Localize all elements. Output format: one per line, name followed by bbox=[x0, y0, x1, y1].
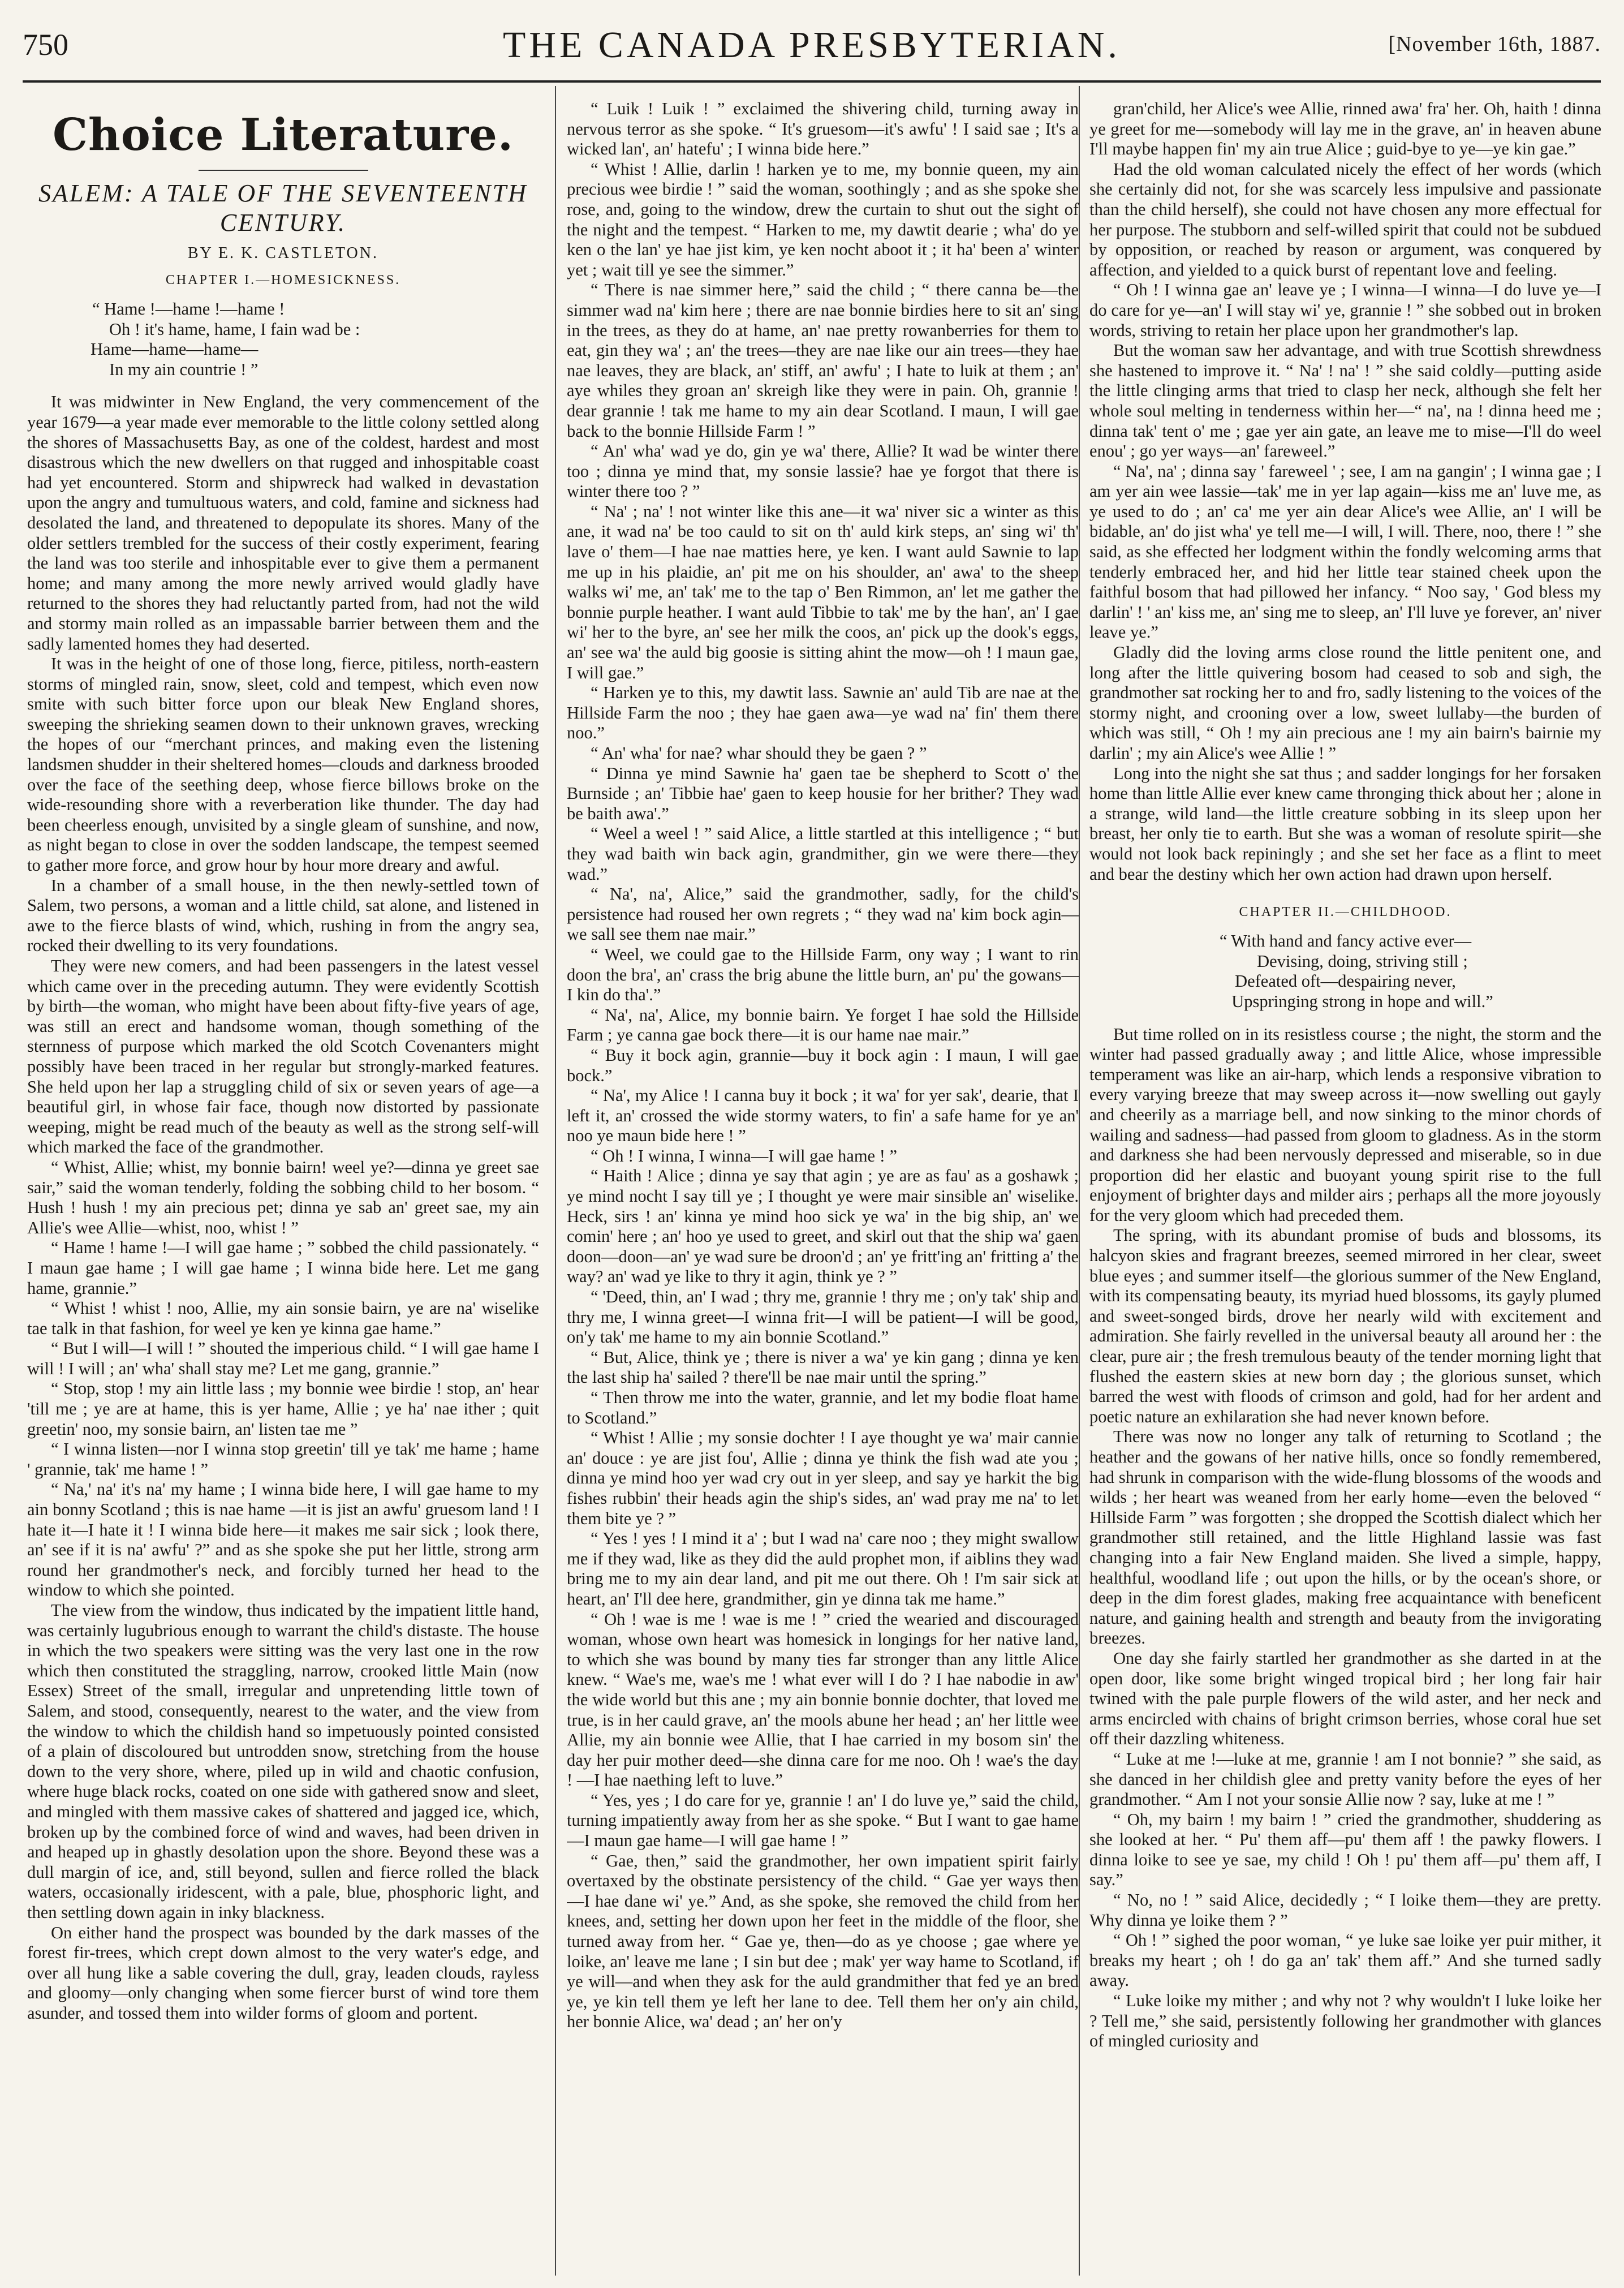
body-paragraph: There was now no longer any talk of returning to Scotland ; the heather and the gowans of her native hills, once so fondly remembered, had shrunk in comparison with the wide-flung blossoms of the woods and wilds ; her heart was weaned from her early home—even the beloved “ Hillside Farm ” was forgotten ; she dropped the Scottish dialect which her grandmother still retained, and the little Highland lassie was fast changing into a fair New England maiden. She lived a simple, happy, healthful, woodland life ; out upon the hills, or by the ocean's shore, or deep in the dim forest glades, making free acquaintance with beneficent nature, and gaining health and strength and beauty from the invigorating breezes. bbox=[1089, 1427, 1601, 1648]
body-paragraph: gran'child, her Alice's wee Allie, rinned awa' fra' her. Oh, haith ! dinna ye greet for me—somebody will lay me in the grave, an' in heaven abune I'll maybe happen fin' my ain true Alice ; guid-bye to ye—ye kin gae.” bbox=[1089, 99, 1601, 159]
body-paragraph: “ Luik ! Luik ! ” exclaimed the shivering child, turning away in nervous terror as she spoke. “ It's gruesom—it's awfu' ! I said sae ; It's a wicked lan', an' hatefu' ; I winna bide here.” bbox=[567, 99, 1079, 159]
body-paragraph: “ An' wha' for nae? whar should they be gaen ? ” bbox=[591, 743, 927, 763]
body-paragraph: “ Stop, stop ! my ain little lass ; my bonnie wee birdie ! stop, an' hear 'till me ; ye are at hame, this is yer hame, Allie ; ye ha' nae ither ; quit greetin' noo, my sonsie bairn, an' listen tae me ” bbox=[27, 1379, 539, 1439]
epigraph-verse bbox=[1089, 931, 1601, 1012]
body-paragraph: “ Yes ! yes ! I mind it a' ; but I wad na' care noo ; they might swallow me if they wad, like as they did the auld prophet mon, if aiblins they wad bring me to my ain dear land, and pit me out there. Oh ! I'm sair sick at heart, an' I'll dee here, grandmither, gin ye dinna tak me hame.” bbox=[567, 1529, 1079, 1609]
body-paragraph: “ Na', my Alice ! I canna buy it bock ; it wa' for yer sak', dearie, that I left it, an' crossed the wide stormy waters, to fin' a safe hame for ye an' noo ye maun bide here ! ” bbox=[567, 1086, 1079, 1146]
body-paragraph: “ Whist ! Allie ; my sonsie dochter ! I aye thought ye wa' mair cannie an' douce : ye are jist fou', Allie ; dinna ye think the fish wad ate you ; dinna ye mind hoo yer wad cry out in yer sleep, and say ye harkit the big fishes rubbin' their heads agin the ship's sides, an' wad pray me na' to let them bite ye ? ” bbox=[567, 1428, 1079, 1528]
body-paragraph: “ Oh ! I winna, I winna—I will gae hame ! ” bbox=[591, 1146, 898, 1165]
header-rule bbox=[23, 80, 1601, 83]
body-paragraph: It was midwinter in New England, the very commencement of the year 1679—a year made ever memorable to the little colony settled along the shores of Massachusetts Bay, as one of the coldest, hardest and most disastrous which the new dwellers on that rugged and inhospitable coast had yet encountered. Storm and shipwreck had walked in devastation upon the angry and tumultuous waters, and cold, famine and sickness had desolated the land, and threatened to depopulate its shores. Many of the older settlers trembled for the success of their costly experiment, fearing the land was too sterile and inhospitable ever to give them a permanent home; and many among the more newly arrived would gladly have returned to the shores they had reluctantly parted from, had not the wild and stormy main rolled as an impassable barrier between them and the sadly lamented homes they had deserted. bbox=[27, 392, 539, 653]
body-paragraph: “ Oh ! I winna gae an' leave ye ; I winna—I winna—I do luve ye—I do care for ye—an' I will stay wi' ye, grannie ! ” she sobbed out in broken words, striving to retain her place upon her grandmother's lap. bbox=[1089, 280, 1601, 340]
body-paragraph: But the woman saw her advantage, and with true Scottish shrewdness she hastened to improve it. “ Na' ! na' ! ” she said coldly—putting aside the little clinging arms that tried to clasp her neck, although she felt her whole soul melting in tenderness within her—“ na', na ! dinna heed me ; dinna tak' tent o' me ; gae yer ain gate, an leave me to mise—I'll do weel enou' ; go yer ways—an' fareweel.” bbox=[1089, 341, 1601, 461]
body-paragraph: “ Na', na' ; dinna say ' fareweel ' ; see, I am na gangin' ; I winna gae ; I am yer ain wee lassie—tak' me in yer lap again—kiss me an' luve me, as ye used to do ; an' ca' me yer ain dear Alice's wee Allie, an' I will be bidable, an' do jist wha' ye tell me—I will, I will. There, noo, there ! ” she said, as she effected her lodgment within the fondly welcoming arms that tenderly embraced her, and hid her little tear stained cheek upon the faithful bosom that had pillowed her infancy. “ Noo say, ' God bless my darlin' ! ' an' kiss me, an' sing me to sleep, an' I'll luve ye forever, an' niver leave ye.” bbox=[1089, 461, 1601, 642]
body-paragraph: “ Harken ye to this, my dawtit lass. Sawnie an' auld Tib are nae at the Hillside Farm the noo ; they hae gaen awa—ye wad na' fin' them there noo.” bbox=[567, 683, 1079, 743]
body-paragraph: Had the old woman calculated nicely the effect of her words (which she certainly did not, for she was scarcely less impulsive and passionate than the child herself), she could not have chosen any more effectual for her purpose. The stubborn and self-willed spirit that could not be subdued by opposition, or reached by reason or argument, was conquered by affection, and yielded to a quick burst of repentant love and feeling. bbox=[1089, 159, 1601, 279]
body-paragraph: Long into the night she sat thus ; and sadder longings for her forsaken home than little Allie ever knew came thronging thick about her ; alone in a strange, wild land—the little creature sobbing in its sleep upon her breast, her only tie to earth. But she was a woman of resolute spirit—she would not look back repiningly ; and she set her face as a flint to meet and bear the destiny which her own action had drawn upon herself. bbox=[1089, 763, 1601, 884]
newspaper-title: THE CANADA PRESBYTERIAN. bbox=[503, 24, 1121, 66]
body-paragraph: “ Yes, yes ; I do care for ye, grannie ! an' I do luve ye,” said the child, turning impatiently away from her as she spoke. “ But I want to gae hame—I maun gae hame—I will gae hame ! ” bbox=[567, 1790, 1079, 1851]
verse-line: In my ain countrie ! ” bbox=[109, 359, 259, 379]
body-paragraph: “ Oh ! wae is me ! wae is me ! ” cried the wearied and discouraged woman, whose own heart was homesick in longings for her native land, to which she was bound by many ties far stronger than any little Alice knew. “ Wae's me, wae's me ! what ever will I do ? I hae nabodie in aw' the wide world but this ane ; my ain bonnie bonnie dochter, that loved me true, is in her cauld grave, an' the mools abune her head ; an' her little wee Allie, my ain bonnie wee Allie, that I hae carried in my bosom sin' the day her puir mother deed—she dinna care for me noo. Oh ! wae's the day ! —I hae naething left to luve.” bbox=[567, 1609, 1079, 1790]
verse-line: Hame—hame—hame— bbox=[91, 339, 259, 359]
body-paragraph: One day she fairly startled her grandmother as she darted in at the open door, like some bright winged tropical bird ; her long fair hair twined with the pale purple flowers of the wild aster, and her neck and arms encircled with chains of bright crimson berries, whose coral hue set off their dazzling whiteness. bbox=[1089, 1648, 1601, 1749]
body-paragraph: “ Dinna ye mind Sawnie ha' gaen tae be shepherd to Scott o' the Burnside ; an' Tibbie hae' gaen to keep housie for her brither? They wad be baith awa'.” bbox=[567, 763, 1079, 823]
byline: BY E. K. CASTLETON. bbox=[188, 244, 378, 262]
body-paragraph: But time rolled on in its resistless course ; the night, the storm and the winter had passed gradually away ; and little Alice, whose impressible temperament was like an air-harp, which lends a responsive vibration to every varying breeze that may sweep across it—now swelling out gayly and cheerily as a marriage bell, and now sinking to the minor chords of wailing and sadness—had passed from gloom to gladness. As in the storm and darkness she had been nervously depressed and miserable, so in due proportion did her elastic and buoyant young spirit rise to the full enjoyment of brighter days and milder airs ; perhaps all the more joyously for the very gloom which had preceded them. bbox=[1089, 1024, 1601, 1225]
verse-line: Oh ! it's hame, hame, I fain wad be : bbox=[109, 319, 360, 339]
body-paragraph: On either hand the prospect was bounded by the dark masses of the forest fir-trees, which crept down almost to the very water's edge, and over all hung like a sable covering the dull, gray, leaden clouds, rayless and gloomy—only changing when some fiercer burst of wind tore them asunder, and tossed them into wilder forms of gloom and portent. bbox=[27, 1923, 539, 2023]
verse-line: “ With hand and fancy active ever— bbox=[1219, 931, 1472, 951]
column-2 bbox=[567, 99, 1079, 2274]
verse-line: Upspringing strong in hope and will.” bbox=[1231, 991, 1493, 1011]
body-paragraph: “ I winna listen—nor I winna stop greetin' till ye tak' me hame ; hame ' grannie, tak' me hame ! ” bbox=[27, 1439, 539, 1479]
body-paragraph: “ Weel, we could gae to the Hillside Farm, ony way ; I want to rin doon the bra', an' crass the brig abune the little burn, an' pu' the gowans—I kin do tha'.” bbox=[567, 944, 1079, 1005]
body-paragraph: “ Weel a weel ! ” said Alice, a little startled at this intelligence ; “ but they wad baith win back agin, grandmither, gin we were there—they wad.” bbox=[567, 824, 1079, 884]
body-paragraph: “ Gae, then,” said the grandmother, her own impatient spirit fairly overtaxed by the obstinate persistency of the child. “ Gae yer ways then—I hae dane wi' ye.” And, as she spoke, she removed the child from her knees, and, setting her down upon her feet in the middle of the floor, she turned away from her. “ Gae ye, then—do as ye choose ; gae where ye loike, an' leave me lane ; I sin but dee ; mak' yer way hame to Scotland, if ye will—and when they ask for the auld grandmither that fed ye an bred ye, ye kin tell them ye left her lane to dee. Tell them her on'y ain child, her bonnie Alice, wa' dead ; an' her on'y bbox=[567, 1851, 1079, 2032]
body-paragraph: “ Na', na', Alice, my bonnie bairn. Ye forget I hae sold the Hillside Farm ; ye canna gae bock there—it is our hame nae mair.” bbox=[567, 1005, 1079, 1045]
body-paragraph: “ No, no ! ” said Alice, decidedly ; “ I loike them—they are pretty. Why dinna ye loike them ? ” bbox=[1089, 1890, 1601, 1930]
body-paragraph: “ Oh ! ” sighed the poor woman, “ ye luke sae loike yer puir mither, it breaks my heart ; oh ! do ga an' tak' them aff.” And she turned sadly away. bbox=[1089, 1930, 1601, 1990]
title-rule bbox=[199, 170, 368, 171]
body-paragraph: “ Whist, Allie; whist, my bonnie bairn! weel ye?—dinna ye greet sae sair,” said the woman tenderly, folding the sobbing child to her bosom. “ Hush ! hush ! my ain precious pet; dinna ye sab an' greet sae, my ain Allie's wee Allie—whist, noo, whist ! ” bbox=[27, 1157, 539, 1237]
issue-date: [November 16th, 1887. bbox=[1388, 32, 1601, 56]
body-paragraph: “ Haith ! Alice ; dinna ye say that agin ; ye are as fau' as a goshawk ; ye mind nocht I say till ye ; I thought ye were mair sinsible an' wiselike. Heck, sirs ! an' kinna ye mind hoo sick ye wa' in the big ship, an' we comin' here ; an' hoo ye used to greet, and skirl out that the ship wa' gaen doon—doon—an' ye wad sure be droon'd ; an' ye fritt'ing an' fritting a' the way? an' wad ye like to thry it agin, think ye ? ” bbox=[567, 1166, 1079, 1287]
section-title: Choice Literature. bbox=[52, 109, 514, 161]
body-paragraph: “ Oh, my bairn ! my bairn ! ” cried the grandmother, shuddering as she looked at her. “ Pu' them aff—pu' them aff ! the pawky flowers. I dinna loike to see ye sae, my child ! Oh ! pu' them aff—pu' them aff, I say.” bbox=[1089, 1809, 1601, 1890]
body-paragraph: “ Hame ! hame !—I will gae hame ; ” sobbed the child passionately. “ I maun gae hame ; I will gae hame ; I winna bide here. Let me gang hame, grannie.” bbox=[27, 1238, 539, 1298]
body-paragraph: “ There is nae simmer here,” said the child ; “ there canna be—the simmer wad na' kim here ; there are nae bonnie birdies here to sit an' sing in the trees, as they do at hame, an' nae pretty rowanberries for them to eat, gin they wa' ; an' the trees—they are nae like our ain trees—they hae nae leaves, they are black, an' stiff, an' awfu' ; I hate to luik at them ; an' aye whiles they groan an' skreigh like they were in pain. Oh, grannie ! dear grannie ! tak me hame to my ain dear Scotland. I maun, I will gae back to the bonnie Hillside Farm ! ” bbox=[567, 280, 1079, 441]
epigraph-verse bbox=[27, 299, 539, 380]
body-paragraph: “ But I will—I will ! ” shouted the imperious child. “ I will gae hame I will ! I will ; an' wha' shall stay me? Let me gang, grannie.” bbox=[27, 1339, 539, 1378]
verse-line: Devising, doing, striving still ; bbox=[1257, 951, 1468, 971]
body-paragraph: “ Na,' na' it's na' my hame ; I winna bide here, I will gae hame to my ain bonny Scotland ; this is nae hame —it is jist an awfu' gruesom land ! I hate it—I hate it ! I winna bide here—it makes me sair sick ; look there, an' see if it is na' awfu' ?” and as she spoke she put her little, strong arm round her grandmother's neck, and forcibly turned her head to the window to which she pointed. bbox=[27, 1480, 539, 1600]
column-divider bbox=[1079, 86, 1080, 2276]
body-paragraph: “ Na' ; na' ! not winter like this ane—it wa' niver sic a winter as this ane, it wad na' be too cauld to sit on th' auld kirk steps, an' sing wi' th' lave o' them—I hae nae matties here, ye ken. I want auld Sawnie to lap me up in his plaidie, an' pit me on his shoulder, an' awa' to the sheep walks wi' me, an' tak' me to the tap o' Ben Rimmon, an' let me gather the bonnie purple heather. I want auld Tibbie to tak' me by the han', an' I gae wi' her to the byre, an' see her milk the coos, an' pick up the dook's eggs, an' see wa' the auld big goosie is sitting ahint the mow—oh ! I maun gae, I will gae.” bbox=[567, 501, 1079, 682]
story-title: SALEM: A TALE OF THE SEVENTEENTH CENTURY. bbox=[38, 179, 528, 236]
body-paragraph: “ Then throw me into the water, grannie, and let my bodie float hame to Scotland.” bbox=[567, 1388, 1079, 1427]
column-1 bbox=[27, 99, 539, 2274]
body-paragraph: The spring, with its abundant promise of buds and blossoms, its halcyon skies and fragrant breezes, seemed mirrored in her clear, sweet blue eyes ; and summer itself—the glorious summer of the New England, with its compensating beauty, its myriad hued blossoms, its gayly plumed and sweet-songed birds, drove her nearly wild with excitement and admiration. She fairly revelled in the universal beauty all around her : the clear, pure air ; the fresh tremulous beauty of the tender morning light that flushed the eastern skies at new born day ; the glorious sunset, which barred the west with floods of crimson and gold, had for her ardent and poetic nature an exhilaration she had never known before. bbox=[1089, 1225, 1601, 1426]
body-paragraph: The view from the window, thus indicated by the impatient little hand, was certainly lugubrious enough to warrant the child's distaste. The house in which the two speakers were sitting was the very last one in the row which then constituted the straggling, narrow, crooked little Main (now Essex) Street of the small, irregular and unpretending little town of Salem, and stood, consequently, nearest to the water, and the view from the window to which the childish hand so impetuously pointed consisted of a plain of discoloured but untrodden snow, stretching from the house down to the very shore, where, piled up in wild and chaotic confusion, where huge black rocks, coated on one side with gathered snow and sleet, and mingled with them massive cakes of shattered and jagged ice, which, broken up by the combined force of wind and waves, had been driven in and heaped up in ghastly desolation upon the shore. Beyond these was a dull margin of ice, and, still beyond, sullen and fierce rolled the black waters, occasionally iridescent, with a pale, blue, phosphoric light, and then settling down again in inky blackness. bbox=[27, 1601, 539, 1922]
body-paragraph: “ Buy it bock agin, grannie—buy it bock agin : I maun, I will gae bock.” bbox=[567, 1045, 1079, 1085]
body-paragraph: “ Whist ! Allie, darlin ! harken ye to me, my bonnie queen, my ain precious wee birdie ! ” said the woman, soothingly ; and as she spoke she rose, and, going to the window, drew the curtain to shut out the sight of the night and the tempest. “ Harken to me, my dawtit dearie ; wha' do ye ken o the lan' ye hae jist kim, ye ken nocht aboot it ; it ha' been a' winter yet ; wait till ye see the simmer.” bbox=[567, 159, 1079, 279]
body-paragraph: It was in the height of one of those long, fierce, pitiless, north-eastern storms of mingled rain, snow, sleet, cold and tempest, which even now smite with such bitter force upon our bleak New England shores, sweeping the shrieking seamen down to their unknown graves, wrecking the hopes of our “merchant princes, and making even the listening landsmen shudder in their sheltered homes—clouds and darkness brooded over the face of the seething deep, whose fierce billows broke on the wide-resounding shore with a reverberation like thunder. The day had been cheerless enough, unvisited by a single gleam of sunshine, and now, as night began to close in over the sodden landscape, the tempest seemed to gather more force, and grow hour by hour more dreary and awful. bbox=[27, 654, 539, 875]
body-paragraph: They were new comers, and had been passengers in the latest vessel which came over in the preceding autumn. They were evidently Scottish by birth—the woman, who might have been about fifty-five years of age, was still an erect and handsome woman, though something of the sternness of purpose which marked the old Scotch Covenanters might possibly have been traced in her regular but strongly-marked features. She held upon her lap a struggling child of six or seven years of age—a beautiful girl, in whose fair face, though now distorted by passionate weeping, might be read much of the beauty as well as the strong self-will which marked the face of the grandmother. bbox=[27, 956, 539, 1157]
body-paragraph: “ But, Alice, think ye ; there is niver a wa' ye kin gang ; dinna ye ken the last ship ha' sailed ? there'll be nae mair until the spring.” bbox=[567, 1347, 1079, 1387]
body-paragraph: “ Whist ! whist ! noo, Allie, my ain sonsie bairn, ye are na' wiselike tae talk in that fashion, for weel ye ken ye kinna gae hame.” bbox=[27, 1298, 539, 1338]
body-paragraph: “ An' wha' wad ye do, gin ye wa' there, Allie? It wad be winter there too ; dinna ye mind that, my sonsie lassie? hae ye forgot that there is winter there too ? ” bbox=[567, 441, 1079, 501]
page-number: 750 bbox=[23, 28, 68, 62]
verse-line: Defeated oft—despairing never, bbox=[1235, 971, 1456, 991]
chapter-heading: CHAPTER II.—CHILDHOOD. bbox=[1239, 905, 1452, 920]
body-paragraph: “ 'Deed, thin, an' I wad ; thry me, grannie ! thry me ; on'y tak' ship and thry me, I winna greet—I winna frit—I will be patient—I will be good, on'y tak' me hame to my ain bonnie Scotland.” bbox=[567, 1287, 1079, 1347]
chapter-heading: CHAPTER I.—HOMESICKNESS. bbox=[165, 273, 401, 287]
verse-line: “ Hame !—hame !—hame ! bbox=[92, 299, 285, 319]
body-paragraph: “ Luke at me !—luke at me, grannie ! am I not bonnie? ” she said, as she danced in her childish glee and pretty vanity before the eyes of her grandmother. “ Am I not your sonsie Allie now ? say, luke at me ! ” bbox=[1089, 1749, 1601, 1809]
body-paragraph: In a chamber of a small house, in the then newly-settled town of Salem, two persons, a woman and a little child, sat alone, and listened in awe to the fierce blasts of wind, which, rushing in from the angry sea, rocked their dwelling to its very foundations. bbox=[27, 875, 539, 956]
masthead bbox=[23, 17, 1601, 79]
body-paragraph: “ Luke loike my mither ; and why not ? why wouldn't I luke loike her ? Tell me,” she said, persistently following her grandmother with glances of mingled curiosity and bbox=[1089, 1991, 1601, 2051]
body-paragraph: “ Na', na', Alice,” said the grandmother, sadly, for the child's persistence had roused her own regrets ; “ they wad na' kim bock agin—we sall see them nae mair.” bbox=[567, 884, 1079, 944]
column-divider bbox=[555, 86, 556, 2276]
body-paragraph: Gladly did the loving arms close round the little penitent one, and long after the little quivering bosom had ceased to sob and sigh, the grandmother sat rocking her to and fro, sadly listening to the voices of the stormy night, and crooning over a low, sweet lullaby—the burden of which was still, “ Oh ! my ain precious ane ! my ain bairn's bairnie my darlin' ; my ain Alice's wee Allie ! ” bbox=[1089, 643, 1601, 763]
column-3 bbox=[1089, 99, 1601, 2274]
